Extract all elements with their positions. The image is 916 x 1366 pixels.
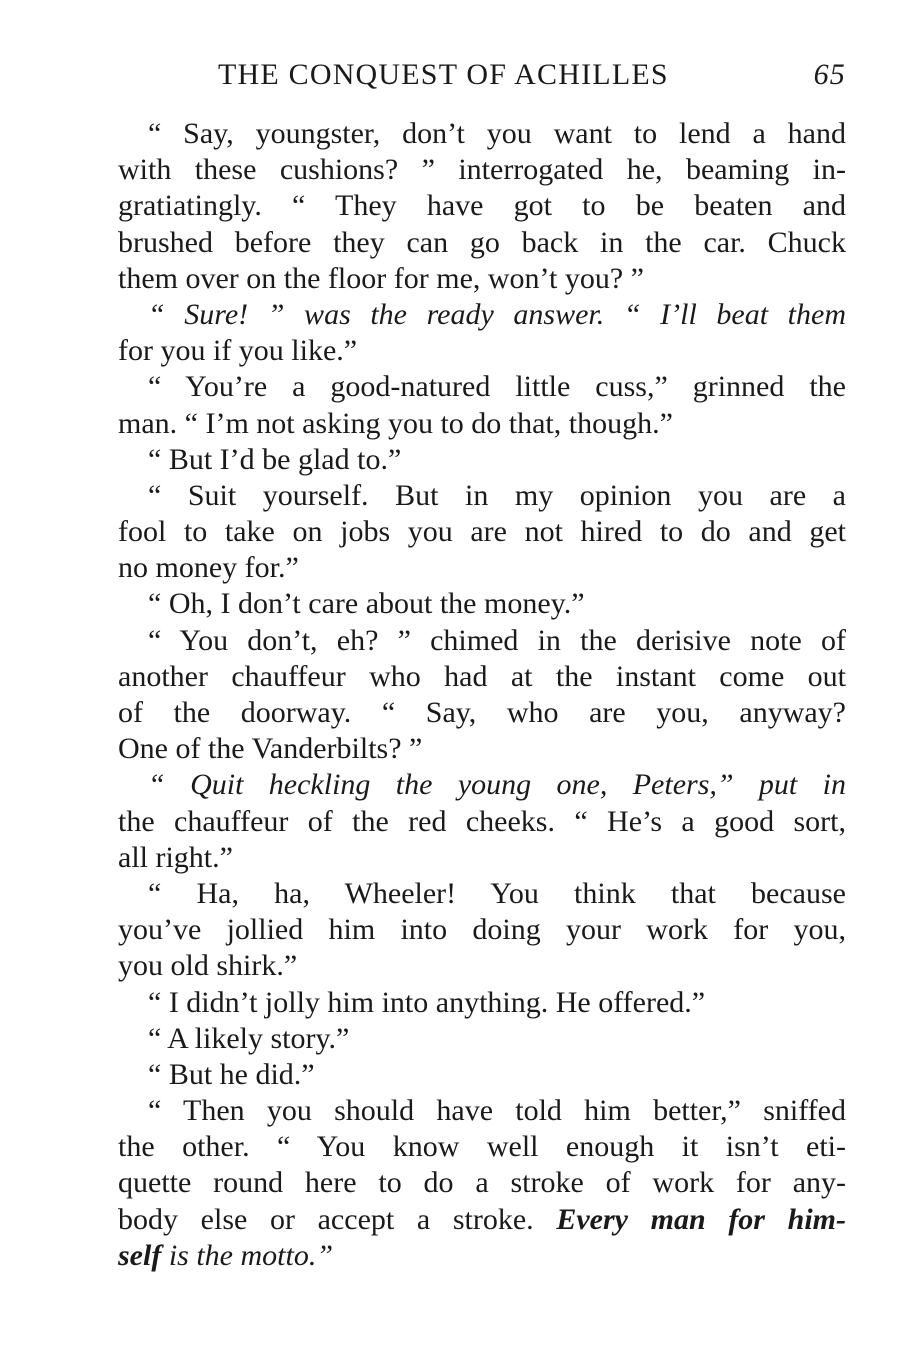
- text-line: One of the Vanderbilts? ”: [118, 732, 423, 766]
- text-line: you’ve jollied him into doing your work for you,: [118, 913, 846, 947]
- text-line: the other. “ You know well enough it isn’t eti-: [118, 1130, 846, 1164]
- text-line: “ But he did.”: [148, 1057, 315, 1091]
- text-line: “ Then you should have told him better,” sniffed: [148, 1094, 846, 1128]
- text-line: “ Sure! ” was the ready answer. “ I’ll beat them: [148, 297, 846, 331]
- text-line: “ You’re a good-natured little cuss,” grinned the: [148, 370, 846, 404]
- emphasis-text: self: [118, 1238, 162, 1272]
- text-line: “ Quit heckling the young one, Peters,” put in: [148, 768, 846, 802]
- text-line: with these cushions? ” interrogated he, beaming in-: [118, 153, 846, 187]
- text-line: another chauffeur who had at the instant come out: [118, 659, 846, 693]
- text-line: no money for.”: [118, 551, 299, 585]
- text-line: gratiatingly. “ They have got to be beaten and: [118, 189, 846, 223]
- body-text: [118, 116, 846, 1274]
- text-line: “ But I’d be glad to.”: [148, 442, 402, 476]
- page-number: 65: [813, 58, 846, 91]
- text-line: for you if you like.”: [118, 334, 358, 368]
- text-line: “ Suit yourself. But in my opinion you are a: [148, 478, 846, 512]
- text-line: “ Say, youngster, don’t you want to lend a hand: [148, 117, 846, 150]
- text-line: you old shirk.”: [118, 949, 298, 983]
- text-line: them over on the floor for me, won’t you? ”: [118, 261, 644, 295]
- running-title: THE CONQUEST OF ACHILLES: [218, 58, 669, 91]
- running-head: [118, 58, 848, 98]
- text-line: man. “ I’m not asking you to do that, though.”: [118, 406, 673, 440]
- text-line: brushed before they can go back in the car. Chuck: [118, 225, 846, 259]
- text-line: body else or accept a stroke. Every man for him-: [118, 1202, 846, 1236]
- text-line: “ You don’t, eh? ” chimed in the derisive note of: [148, 623, 846, 657]
- text-line: “ A likely story.”: [148, 1021, 350, 1055]
- text-line: self is the motto.”: [118, 1238, 334, 1272]
- text-line: “ I didn’t jolly him into anything. He offered.”: [148, 985, 706, 1019]
- emphasis-text: Every man for him-: [556, 1202, 846, 1236]
- text-line: “ Oh, I don’t care about the money.”: [148, 587, 585, 621]
- text-line: fool to take on jobs you are not hired to do and get: [118, 515, 846, 549]
- text-line: all right.”: [118, 840, 233, 874]
- text-line: of the doorway. “ Say, who are you, anyway?: [118, 696, 846, 729]
- text-line: “ Ha, ha, Wheeler! You think that because: [148, 876, 846, 910]
- text-line: the chauffeur of the red cheeks. “ He’s a good sort,: [118, 804, 846, 838]
- text-line: quette round here to do a stroke of work for any-: [118, 1166, 846, 1200]
